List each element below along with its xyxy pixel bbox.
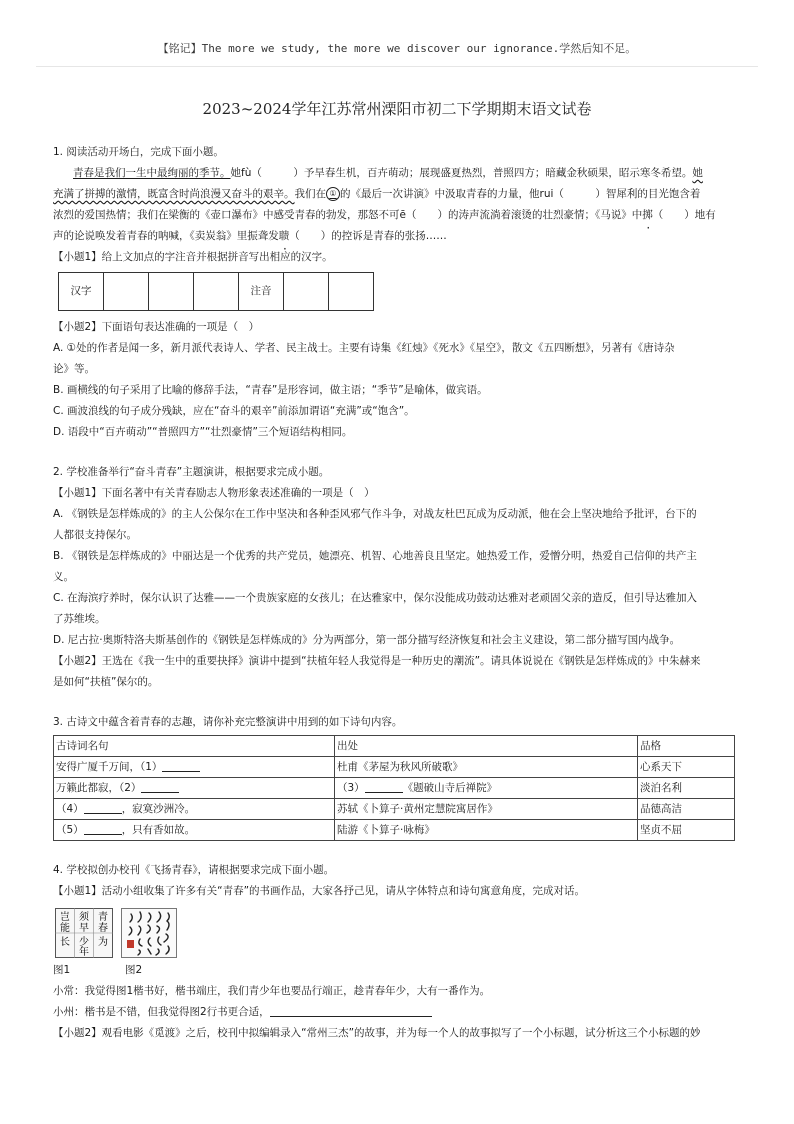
fig1-char: 须 [79, 912, 89, 923]
fig1-char: 长 [60, 937, 70, 948]
blank-marker-1: ① [326, 187, 340, 201]
passage-text: 她 [230, 167, 241, 179]
table-row [54, 757, 735, 778]
table-header-row [54, 736, 735, 757]
q2-sub2-cont: 是如何“扶植”保尔的。 [53, 676, 159, 688]
answer-cell[interactable] [284, 273, 329, 311]
q1-passage-line-3 [53, 205, 743, 226]
wavy-sentence: 充满了拼搏的激情，既富含时尚浪漫又奋斗的艰辛。 [53, 188, 295, 200]
q1-passage-line-1 [53, 163, 743, 184]
poem-text: ，只有香如故。 [121, 824, 196, 836]
q2-line: 人都很支持保尔。 [53, 529, 137, 541]
header-cell: 古诗词名句 [54, 736, 335, 757]
poem-text: 万籁此都寂，（2） [56, 782, 142, 794]
passage-text: 声的论说唤发着青春的呐喊，《卖炭翁》里振聋发 [53, 230, 279, 242]
poem-line-cell [54, 757, 335, 778]
exam-body [53, 142, 743, 1044]
option-b: B. 画横线的句子采用了比喻的修辞手法，“青春”是形容词，做主语；“季节”是喻体，做宾语。 [53, 384, 488, 396]
figure-1-kaishu [55, 908, 113, 958]
q2-line: 义。 [53, 571, 74, 583]
fill-blank[interactable] [365, 781, 403, 793]
header-divider [36, 66, 758, 67]
character-cell: 淡泊名利 [638, 778, 735, 799]
q2-sub2: 【小题2】王选在《我一生中的重要抉择》演讲中提到“扶植年轻人我觉得是一种历史的潮流”。请具体说说在《钢铁是怎样炼成的》中朱赫来 [53, 655, 701, 667]
fig1-char: 为 [98, 937, 108, 948]
q1-passage-line-4 [53, 226, 743, 247]
q4-sub1: 【小题1】活动小组收集了许多有关“青春”的书画作品，大家各抒己见，请从字体特点和诗句寓意角度，完成对话。 [53, 885, 586, 897]
passage-text: （ ）的控诉是青春的张扬…… [289, 230, 447, 242]
dotted-char-kui: 聩 [278, 230, 290, 242]
fig1-char: 年 [79, 947, 89, 958]
pinyin-answer-table [58, 272, 374, 311]
poem-text: （5） [56, 824, 84, 836]
q1-passage-line-2 [53, 184, 743, 205]
dialogue-xiaozhou [53, 1002, 743, 1023]
poem-line-cell [54, 820, 335, 841]
q3-prompt: 3. 古诗文中蕴含着青春的志趣，请你补充完整演讲中用到的如下诗句内容。 [53, 716, 403, 728]
q2-line: 了苏维埃。 [53, 613, 106, 625]
header-cell: 出处 [335, 736, 638, 757]
q2-prompt: 2. 学校准备举行“奋斗青春”主题演讲，根据要求完成小题。 [53, 466, 330, 478]
fig1-char: 春 [98, 923, 108, 934]
q4-sub2: 【小题2】观看电影《觅渡》之后，校刊中拟编辑录入“常州三杰”的故事，并为每一个人的故事拟写了一个小标题，试分析这三个小标题的妙 [53, 1027, 701, 1039]
answer-cell[interactable] [329, 273, 374, 311]
poem-text: （4） [56, 803, 84, 815]
option-a-cont: 论》等。 [53, 363, 95, 375]
calligraphy-figures [55, 908, 743, 958]
poem-text: （3） [337, 782, 365, 794]
poem-line-cell [54, 778, 335, 799]
pinyin-fu: fù [241, 167, 252, 179]
poem-text: 《题破山寺后禅院》 [402, 782, 498, 794]
q1-sub2: 【小题2】下面语句表达准确的一项是（ ） [53, 321, 260, 333]
fig1-char: 能 [60, 923, 70, 934]
q1-sub1: 【小题1】给上文加点的字注音并根据拼音写出相应的汉字。 [53, 251, 333, 263]
table-row [54, 778, 735, 799]
label-zhuyin: 注音 [239, 273, 284, 311]
character-cell: 品德高洁 [638, 799, 735, 820]
source-cell: 陆游《卜算子·咏梅》 [335, 820, 638, 841]
fig2-label: 图2 [125, 964, 143, 976]
poem-text: 安得广厦千万间，（1） [56, 761, 163, 773]
poem-text: ，寂寞沙洲冷。 [121, 803, 196, 815]
passage-text: 的《最后一次讲演》中汲取青春的力量，他rui（ ）智犀利的目光饱含着 [340, 188, 701, 200]
wavy-sentence-start: 她 [692, 167, 703, 179]
table-row [54, 799, 735, 820]
passage-text: 浓烈的爱国热情；我们在梁衡的《壶口瀑布》中感受青春的勃发，那怒不可ē（ ）的涛声流淌着滚烫的壮烈豪情；《马说》中 [53, 209, 643, 221]
q2-line: D. 尼古拉·奥斯特洛夫斯基创作的《钢铁是怎样炼成的》分为两部分，第一部分描写经济恢复和社会主义建设，第二部分描写国内战争。 [53, 634, 681, 646]
dialogue-xiaochang: 小常：我觉得图1楷书好，楷书端庄，我们青少年也要品行端正，趁青春年少，大有一番作为。 [53, 985, 491, 997]
q2-line: A. 《钢铁是怎样炼成的》的主人公保尔在工作中坚决和各种歪风邪气作斗争，对战友杜巴瓦成为反动派，他在会上坚决地给予批评，台下的 [53, 508, 697, 520]
answer-cell[interactable] [194, 273, 239, 311]
fill-blank[interactable] [141, 781, 179, 793]
source-cell: 苏轼《卜算子·黄州定慧院寓居作》 [335, 799, 638, 820]
page-title: 2023~2024学年江苏常州溧阳市初二下学期期末语文试卷 [202, 100, 592, 118]
fig1-char: 岂 [60, 912, 70, 923]
answer-cell[interactable] [149, 273, 194, 311]
fill-blank[interactable] [84, 802, 122, 814]
figure-2-xingshu [121, 908, 177, 958]
seal-stamp [127, 940, 134, 948]
fill-blank[interactable] [162, 760, 200, 772]
character-cell: 心系天下 [638, 757, 735, 778]
fig1-label: 图1 [53, 964, 71, 976]
label-hanzi: 汉字 [59, 273, 104, 311]
header-cell: 品格 [638, 736, 735, 757]
figure-labels [53, 960, 743, 981]
q1-prompt: 1. 阅读活动开场白，完成下面小题。 [53, 146, 224, 158]
passage-text: （ ）予旱春生机，百卉萌动；展现盛夏热烈，普照四方；暗藏金秋硕果，昭示寒冬希望。 [251, 167, 693, 179]
underlined-sentence: 青春是我们一生中最绚丽的季节。 [73, 167, 231, 179]
q2-line: B. 《钢铁是怎样炼成的》中丽达是一个优秀的共产党员，她漂亮、机智、心地善良且坚定。她热爱工作，爱憎分明，热爱自己信仰的共产主 [53, 550, 697, 562]
motto-header: 【铭记】The more we study, the more we discover our ignorance.学然后知不足。 [157, 42, 637, 55]
fig1-char: 少 [79, 937, 89, 948]
q4-prompt: 4. 学校拟创办校刊《飞扬青春》，请根据要求完成下面小题。 [53, 864, 335, 876]
dotted-char-zhi: 掷 [642, 209, 653, 221]
passage-text: 我们在 [294, 188, 326, 200]
dialogue-text: 小州：楷书是不错，但我觉得图2行书更合适， [53, 1006, 270, 1018]
q2-sub1: 【小题1】下面名著中有关青春励志人物形象表述准确的一项是（ ） [53, 487, 375, 499]
poem-line-cell [54, 799, 335, 820]
q2-line: C. 在海滨疗养时，保尔认识了达雅——一个贵族家庭的女孩儿；在达雅家中，保尔没能成功鼓动达雅对老顽固父亲的造反，但引导达雅加入 [53, 592, 698, 604]
passage-text: （ ）地有 [652, 209, 716, 221]
character-cell: 坚贞不屈 [638, 820, 735, 841]
source-cell [335, 778, 638, 799]
poem-table [53, 735, 735, 841]
answer-blank[interactable] [270, 1005, 432, 1017]
option-c: C. 画波浪线的句子成分残缺，应在“奋斗的艰辛”前添加谓语“充满”或“饱含”。 [53, 405, 415, 417]
answer-cell[interactable] [104, 273, 149, 311]
option-a: A. ①处的作者是闻一多，新月派代表诗人、学者、民主战士。主要有诗集《红烛》《死水》《星空》，散文《五四断想》，另著有《唐诗杂 [53, 342, 675, 354]
fill-blank[interactable] [84, 823, 122, 835]
table-row [54, 820, 735, 841]
fig1-char: 青 [98, 912, 108, 923]
source-cell: 杜甫《茅屋为秋风所破歌》 [335, 757, 638, 778]
option-d: D. 语段中“百卉萌动”“普照四方”“壮烈豪情”三个短语结构相同。 [53, 426, 353, 438]
fig1-char: 早 [79, 923, 89, 934]
